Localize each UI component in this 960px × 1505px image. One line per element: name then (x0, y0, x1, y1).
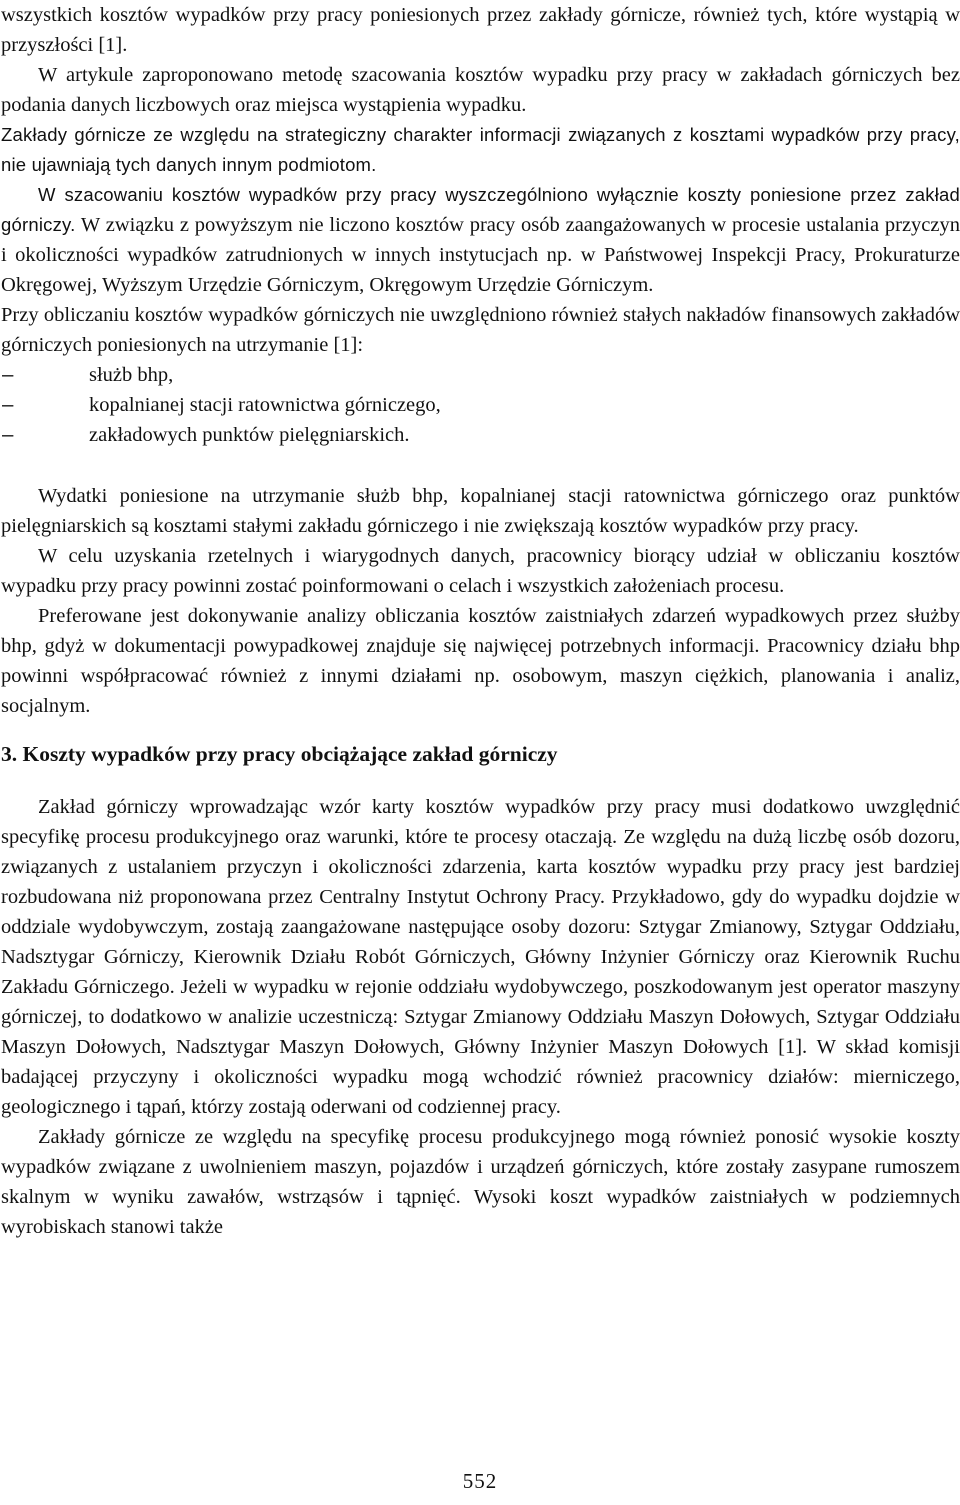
paragraph-high-costs: Zakłady górnicze ze względu na specyfikę procesu produkcyjnego mogą również ponosić wysokie koszty wypadków związane z uwolnieniem maszyn, pojazdów i urządzeń górniczych, które zostały zasypane rumoszem skalnym w wyniku zawałów, wstrząsów i tąpnięć. Wysoki koszt wypadków zaistniałych w podziemnych wyrobiskach stanowi także (1, 1126, 960, 1238)
page-number: 552 (462, 1469, 498, 1493)
dash-bullet: – (2, 363, 14, 386)
list-item (1, 360, 960, 390)
paragraph-cost-card: Zakład górniczy wprowadzając wzór karty kosztów wypadków przy pracy musi dodatkowo uwzględnić specyfikę procesu produkcyjnego oraz warunki, które te procesy otaczają. Ze względu na dużą liczbę osób dozoru, związanych z ustalaniem przyczyn i okoliczności zdarzenia, karta kosztów wypadku przy pracy jest bardziej rozbudowana niż proponowana przez Centralny Instytut Ochrony Pracy. Przykładowo, gdy do wypadku dojdzie w oddziale wydobywczym, zostają zaangażowane następujące osoby dozoru: Sztygar Zmianowy, Sztygar Oddziału, Nadsztygar Górniczy, Kierownik Działu Robót Górniczych, Główny Inżynier Górniczy oraz Kierownik Ruchu Zakładu Górniczego. Jeżeli w wypadku w rejonie oddziału wydobywczego, poszkodowanym jest operator maszyny górniczej, to dodatkowo w analizie uczestniczą: Sztygar Zmianowy Oddziału Maszyn Dołowych, Sztygar Oddziału Maszyn Dołowych, Nadsztygar Maszyn Dołowych, Główny Inżynier Maszyn Dołowych [1]. W skład komisji badającej przyczyny i okoliczności wypadku mogą wchodzić również pracownicy działów: mierniczego, geologicznego i tąpań, którzy zostają oderwani od codziennej pracy. (1, 796, 960, 1118)
list-item (1, 420, 960, 450)
paragraph-fixed-costs: Przy obliczaniu kosztów wypadków górniczych nie uwzględniono również stałych nakładów finansowych zakładów górniczych poniesionych na utrzymanie [1]: (1, 304, 960, 356)
list-item-text: zakładowych punktów pielęgniarskich. (89, 424, 410, 446)
list-item-text: kopalnianej stacji ratownictwa górniczego, (89, 394, 441, 416)
cost-scope-sentence-1: W szacowaniu kosztów wypadków przy pracy wyszczególniono wyłącznie koszty poniesione przez zakład górniczy. (1, 184, 960, 235)
dash-bullet: – (2, 423, 14, 446)
paragraph-method: W artykule zaproponowano metodę szacowania kosztów wypadku przy pracy w zakładach górniczych bez podania danych liczbowych oraz miejsca wystąpienia wypadku. (1, 64, 960, 116)
paragraph-expenses: Wydatki poniesione na utrzymanie służb bhp, kopalnianej stacji ratownictwa górniczego oraz punktów pielęgniarskich są kosztami stałymi zakładu górniczego i nie zwiększają kosztów wypadków przy pracy. (1, 485, 960, 537)
spacer (1, 450, 960, 481)
cost-scope-sentence-3: w Państwowej Inspekcji Pracy, Prokuraturze Okręgowej, Wyższym Urzędzie Górniczym, Okręgowym Urzędzie Górniczym. (1, 244, 960, 296)
section-heading: 3. Koszty wypadków przy pracy obciążające zakład górniczy (1, 742, 558, 766)
paragraph-continuation: wszystkich kosztów wypadków przy pracy poniesionych przez zakłady górnicze, również tych, które wystąpią w przyszłości [1]. (1, 4, 960, 56)
paragraph-reliable-data: W celu uzyskania rzetelnych i wiarygodnych danych, pracownicy biorący udział w obliczaniu kosztów wypadku przy pracy powinni zostać poinformowani o celach i wszystkich założeniach procesu. (1, 545, 960, 597)
paragraph-cost-scope (1, 180, 960, 300)
cost-scope-sentence-2: W związku z powyższym nie liczono kosztów pracy osób zaangażowanych w procesie ustalania przyczyn i okoliczności wypadków zatrudnionych w innych instytucjach np. (1, 214, 960, 266)
paragraph-preferred-analysis: Preferowane jest dokonywanie analizy obliczania kosztów zaistniałych zdarzeń wypadkowych przez służby bhp, gdyż w dokumentacji powypadkowej znajduje się najwięcej potrzebnych informacji. Pracownicy działu bhp powinni współpracować również z innymi działami np. osobowym, maszyn ciężkich, planowania i analiz, socjalnym. (1, 605, 960, 717)
list-item-text: służb bhp, (89, 364, 174, 386)
fixed-costs-list (1, 360, 960, 450)
paragraph-confidentiality: Zakłady górnicze ze względu na strategiczny charakter informacji związanych z kosztami wypadków przy pracy, nie ujawniają tych danych innym podmiotom. (1, 124, 960, 175)
list-item (1, 390, 960, 420)
dash-bullet: – (2, 393, 14, 416)
